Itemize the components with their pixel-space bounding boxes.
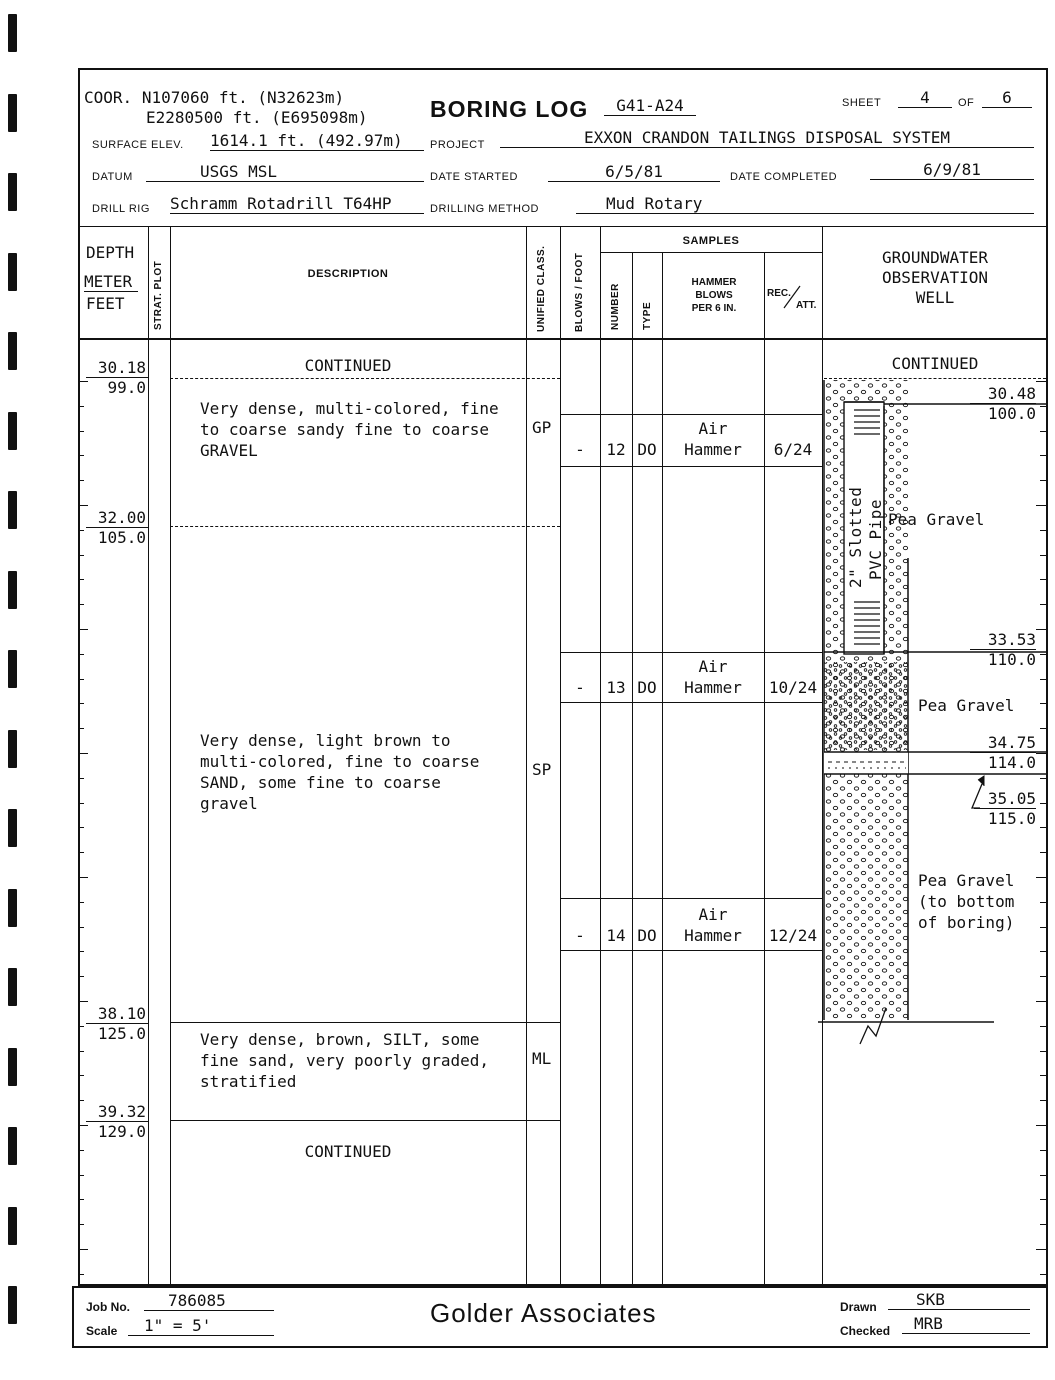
scale-value: 1" = 5'	[128, 1316, 274, 1336]
sample-recovery: 6/24	[773, 440, 813, 459]
job-number: 786085	[144, 1291, 274, 1311]
depth-tick	[78, 1026, 84, 1027]
surface-elev-label: SURFACE ELEV.	[92, 139, 184, 151]
hammer-line: Air	[698, 419, 728, 438]
pea-gravel-label: Pea Gravel	[918, 696, 1015, 715]
drawn-by: SKB	[888, 1290, 1030, 1310]
col-line-desc	[526, 226, 527, 1286]
well-mark-feet: 115.0	[987, 809, 1036, 828]
well-depth-tick	[1040, 1224, 1046, 1225]
pea-gravel-line: of boring)	[918, 913, 1015, 932]
description-line: Very dense, light brown to	[200, 731, 451, 750]
well-mark-feet: 100.0	[987, 404, 1036, 423]
well-depth-tick	[1040, 1175, 1046, 1176]
depth-tick	[78, 703, 84, 704]
sample-row-bottom	[560, 466, 822, 467]
pea-gravel-line: Pea Gravel	[918, 871, 1015, 890]
binder-hole	[8, 491, 17, 529]
depth-tick	[78, 877, 88, 878]
checked-by: MRB	[902, 1314, 1030, 1334]
sample-recovery: 12/24	[768, 926, 818, 945]
well-header-line-1: GROUNDWATER	[882, 248, 988, 267]
strat-plot-header: STRAT. PLOT	[153, 260, 164, 330]
depth-feet: 99.0	[107, 378, 146, 397]
depth-tick	[78, 1051, 84, 1052]
samples-subheader-line	[600, 252, 822, 253]
well-depth-tick	[1036, 1249, 1046, 1250]
depth-tick	[78, 629, 88, 630]
date-completed-label: DATE COMPLETED	[730, 171, 838, 183]
binder-hole	[8, 889, 17, 927]
drill-rig: Schramm Rotadrill T64HP	[170, 194, 424, 214]
depth-header: DEPTH	[86, 243, 135, 262]
sample-number: 12	[606, 440, 626, 459]
hammer-line: Hammer	[684, 678, 742, 697]
hammer-line: Air	[698, 657, 728, 676]
sample-row-bottom	[560, 702, 822, 703]
depth-tick	[78, 728, 84, 729]
depth-tick	[78, 778, 84, 779]
depth-tick	[78, 927, 84, 928]
unified-class: GP	[532, 418, 552, 437]
well-depth-tick	[1040, 1100, 1046, 1101]
col-line-class	[560, 226, 561, 1286]
layer-boundary	[170, 1022, 560, 1023]
well-mark-meter: 30.48	[970, 384, 1036, 404]
well-depth-tick	[1040, 1075, 1046, 1076]
sample-recovery: 10/24	[768, 678, 818, 697]
depth-tick	[78, 1274, 84, 1275]
sample-number: 13	[606, 678, 626, 697]
hammer-line: Hammer	[684, 926, 742, 945]
binder-hole	[8, 730, 17, 768]
samples-header: SAMPLES	[682, 235, 740, 247]
sample-row-top	[560, 898, 822, 899]
depth-tick	[78, 951, 84, 952]
depth-tick	[78, 976, 84, 977]
date-started: 6/5/81	[548, 162, 720, 182]
depth-tick	[78, 579, 84, 580]
datum: USGS MSL	[146, 162, 424, 182]
layer-boundary	[170, 1120, 560, 1121]
depth-tick	[78, 480, 84, 481]
depth-tick	[78, 679, 84, 680]
unified-class-header: UNIFIED CLASS.	[536, 245, 547, 332]
pipe-label-1: 2" Slotted	[846, 486, 865, 588]
depth-tick	[78, 902, 84, 903]
depth-feet: 105.0	[97, 528, 146, 547]
column-header-bottom	[78, 338, 1048, 340]
binder-hole	[8, 571, 17, 609]
project-name: EXXON CRANDON TAILINGS DISPOSAL SYSTEM	[500, 128, 1034, 148]
depth-tick	[78, 604, 84, 605]
depth-tick	[78, 1249, 88, 1250]
boring-id: G41-A24	[604, 96, 696, 116]
binder-hole	[8, 809, 17, 847]
description-header: DESCRIPTION	[307, 268, 389, 280]
sheet-number: 4	[898, 88, 952, 108]
binder-hole	[8, 332, 17, 370]
feet-header: FEET	[86, 294, 125, 313]
rec-header: REC.	[767, 288, 791, 299]
well-depth-tick	[1040, 1274, 1046, 1275]
hammer-line: Hammer	[684, 440, 742, 459]
coor-north: N107060 ft. (N32623m)	[141, 88, 345, 107]
drilling-method-label: DRILLING METHOD	[430, 203, 539, 215]
binder-hole	[8, 173, 17, 211]
binder-hole	[8, 650, 17, 688]
unified-class: ML	[532, 1049, 552, 1068]
depth-tick	[78, 852, 84, 853]
well-depth-tick	[1040, 1150, 1046, 1151]
depth-meter: 38.10	[86, 1004, 148, 1024]
pipe-label-2: PVC Pipe	[866, 498, 885, 580]
header-divider	[78, 226, 1048, 227]
sheet-total: 6	[982, 88, 1032, 108]
depth-tick	[78, 1150, 84, 1151]
well-mark-feet: 110.0	[987, 650, 1036, 669]
sample-row-top	[560, 414, 822, 415]
date-completed: 6/9/81	[870, 160, 1034, 180]
well-mark-meter: 35.05	[974, 789, 1036, 809]
depth-tick	[78, 753, 88, 754]
depth-tick	[78, 803, 84, 804]
drawn-label: Drawn	[840, 1300, 877, 1314]
description-line: stratified	[200, 1072, 297, 1091]
pea-gravel-bottom-label	[918, 870, 1014, 933]
depth-tick	[78, 827, 84, 828]
binder-hole	[8, 1286, 17, 1324]
scale-label: Scale	[86, 1324, 118, 1338]
binder-hole	[8, 94, 17, 132]
pea-gravel-line: (to bottom	[918, 892, 1015, 911]
description-line: multi-colored, fine to coarse	[200, 752, 480, 771]
col-line-strat	[170, 226, 171, 1286]
depth-tick	[78, 530, 84, 531]
description-line: gravel	[200, 794, 258, 813]
surface-elev: 1614.1 ft. (492.97m)	[210, 131, 424, 151]
sample-blows: -	[575, 926, 585, 945]
type-header: TYPE	[642, 301, 653, 330]
depth-tick	[78, 1075, 84, 1076]
continued-bottom: CONTINUED	[304, 1142, 392, 1161]
sample-hammer	[662, 656, 764, 698]
blows-foot-header: BLOWS / FOOT	[574, 252, 585, 332]
binder-hole	[8, 14, 17, 52]
col-line-type	[662, 252, 663, 1286]
sample-blows: -	[575, 678, 585, 697]
description-line: fine sand, very poorly graded,	[200, 1051, 489, 1070]
depth-tick	[78, 555, 84, 556]
hammer-line: Air	[698, 905, 728, 924]
binder-hole	[8, 412, 17, 450]
sample-hammer	[662, 418, 764, 460]
sample-hammer	[662, 904, 764, 946]
description-line: Very dense, brown, SILT, some	[200, 1030, 480, 1049]
att-header: ATT.	[796, 300, 817, 311]
binder-hole	[8, 253, 17, 291]
well-header	[824, 248, 1046, 308]
number-header: NUMBER	[610, 283, 621, 330]
layer-boundary-dash	[170, 526, 560, 527]
description-line: Very dense, multi-colored, fine	[200, 399, 499, 418]
job-label: Job No.	[86, 1300, 130, 1314]
sheet-label: SHEET	[842, 97, 882, 109]
depth-tick	[78, 505, 88, 506]
rec-att-slash	[780, 284, 804, 310]
layer-description	[200, 730, 479, 814]
checked-label: Checked	[840, 1324, 891, 1338]
depth-tick	[78, 1199, 84, 1200]
well-depth-tick	[1036, 1125, 1046, 1126]
sample-number: 14	[606, 926, 626, 945]
depth-tick	[78, 406, 84, 407]
binder-hole	[8, 1127, 17, 1165]
drilling-method: Mud Rotary	[576, 194, 1034, 214]
pea-gravel-label: Pea Gravel	[888, 510, 985, 529]
col-line-blows	[600, 226, 601, 1286]
col-line-hammer	[764, 252, 765, 1286]
depth-tick	[78, 455, 84, 456]
depth-tick	[78, 1100, 84, 1101]
sample-type: DO	[637, 678, 657, 697]
coor-label: COOR.	[84, 88, 133, 107]
description-line: SAND, some fine to coarse	[200, 773, 441, 792]
well-header-line-2: OBSERVATION	[882, 268, 988, 287]
depth-meter: 32.00	[86, 508, 148, 528]
depth-tick	[78, 1001, 88, 1002]
depth-tick	[78, 654, 84, 655]
well-header-line-3: WELL	[915, 288, 955, 307]
sample-type: DO	[637, 440, 657, 459]
sample-row-bottom	[560, 950, 822, 951]
depth-feet: 125.0	[97, 1024, 146, 1043]
binder-hole	[8, 1207, 17, 1245]
of-label: OF	[958, 97, 975, 109]
hammer-blows-line-2: BLOWS	[695, 290, 733, 301]
depth-tick	[78, 1224, 84, 1225]
date-started-label: DATE STARTED	[430, 171, 518, 183]
page-title: BORING LOG	[430, 96, 589, 122]
sample-row-top	[560, 652, 822, 653]
continued-top: CONTINUED	[304, 356, 392, 375]
depth-feet: 129.0	[97, 1122, 146, 1141]
col-line-number	[632, 252, 633, 1286]
sample-type: DO	[637, 926, 657, 945]
company-name: Golder Associates	[430, 1298, 657, 1328]
well-mark-meter: 33.53	[970, 630, 1036, 650]
continued-well: CONTINUED	[891, 354, 979, 373]
coor-east: E2280500 ft. (E695098m)	[146, 108, 368, 127]
meter-header: METER	[84, 272, 138, 292]
project-label: PROJECT	[430, 139, 485, 151]
binder-hole	[8, 968, 17, 1006]
datum-label: DATUM	[92, 171, 133, 183]
hammer-blows-line-1: HAMMER	[691, 277, 737, 288]
well-mark-feet: 114.0	[987, 753, 1036, 772]
description-line: to coarse sandy fine to coarse	[200, 420, 489, 439]
coordinates	[84, 88, 344, 107]
hammer-blows-header	[664, 276, 764, 315]
depth-meter: 30.18	[86, 358, 148, 378]
well-depth-tick	[1040, 1199, 1046, 1200]
hammer-blows-line-3: PER 6 IN.	[691, 303, 737, 314]
unified-class: SP	[532, 760, 552, 779]
description-line: GRAVEL	[200, 441, 258, 460]
depth-tick	[78, 431, 84, 432]
drill-rig-label: DRILL RIG	[92, 203, 150, 215]
depth-meter: 39.32	[86, 1102, 148, 1122]
well-mark-meter: 34.75	[970, 733, 1036, 753]
layer-description	[200, 398, 499, 461]
binder-hole	[8, 1048, 17, 1086]
sample-blows: -	[575, 440, 585, 459]
layer-description	[200, 1029, 489, 1092]
col-line-depth	[148, 226, 149, 1286]
continued-top-dash	[170, 378, 560, 379]
depth-tick	[78, 1175, 84, 1176]
